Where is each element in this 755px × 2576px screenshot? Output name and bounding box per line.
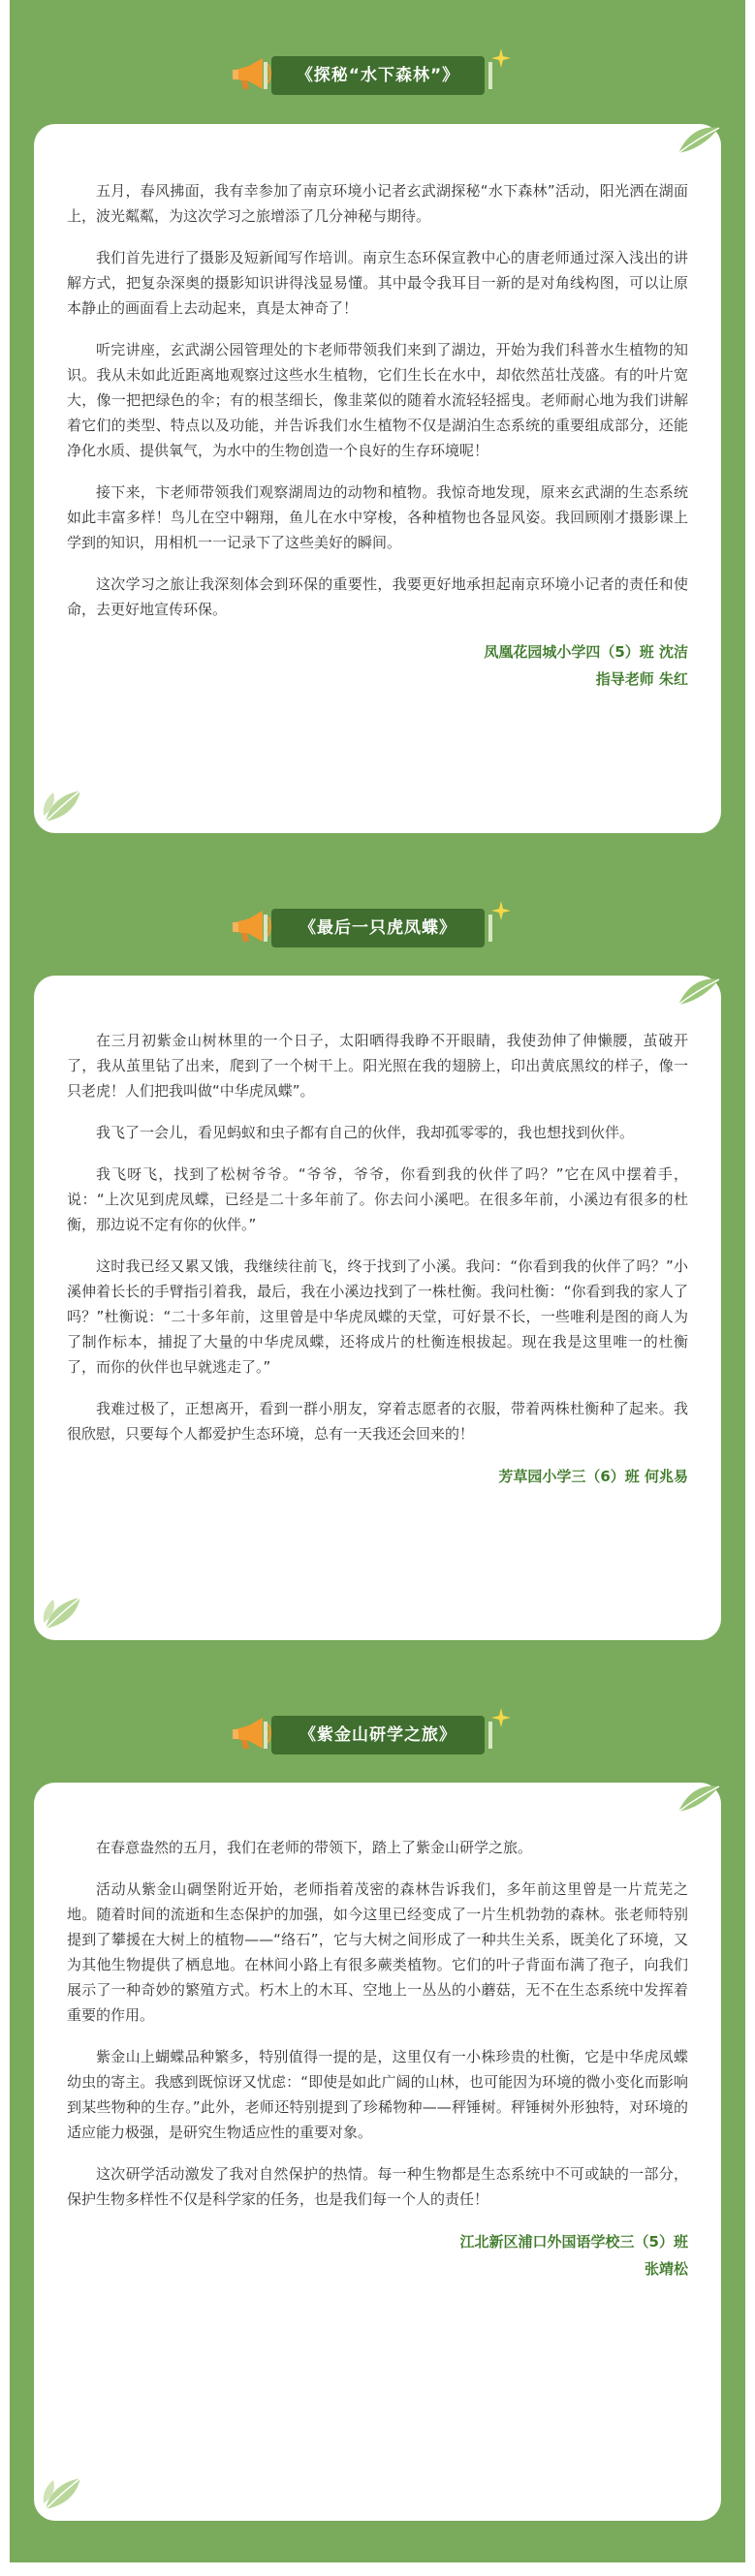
- author-line: 芳草园小学三（6）班 何兆易: [498, 1468, 688, 1485]
- article-3-header: [10, 1716, 745, 1774]
- paragraph: 这次学习之旅让我深刻体会到环保的重要性，我要更好地承担起南京环境小记者的责任和使命，去更好地宣传环保。: [67, 575, 688, 618]
- leaf-icon: [42, 787, 90, 825]
- paragraph: 接下来，卞老师带领我们观察湖周边的动物和植物。我惊奇地发现，原来玄武湖的生态系统如此丰富多样！鸟儿在空中翱翔，鱼儿在水中穿梭，各种植物也各显风姿。我回顾刚才摄影课上学到的知识，用相机一一记录下了这些美好的瞬间。: [67, 483, 688, 551]
- paragraph: 我飞呀飞，找到了松树爷爷。“爷爷，爷爷，你看到我的伙伴了吗？”它在风中摆着手，说：“上次见到虎凤蝶，已经是二十多年前了。你去问小溪吧。在很多年前，小溪边有很多的杜衡，那边说不定有你的伙伴。”: [67, 1165, 688, 1233]
- article-title: 《紫金山研学之旅》: [271, 1716, 485, 1754]
- article-title: 《探秘“水下森林”》: [271, 56, 485, 95]
- article-card: [34, 124, 721, 833]
- leaf-icon: [673, 976, 721, 1014]
- paragraph: 我难过极了，正想离开，看到一群小朋友，穿着志愿者的衣服，带着两株杜衡种了起来。我很欣慰，只要每个人都爱护生态环境，总有一天我还会回来的！: [67, 1400, 688, 1443]
- paragraph: 这时我已经又累又饿，我继续往前飞，终于找到了小溪。我问：“你看到我的伙伴了吗？”小溪伸着长长的手臂指引着我，最后，我在小溪边找到了一株杜衡。我问杜衡：“你看到我的家人了吗？”杜衡说：“二十多年前，这里曾是中华虎凤蝶的天堂，可好景不长，一些唯利是图的商人为了制作标本，捕捉了大量的中华虎凤蝶，还将成片的杜衡连根拔起。现在我是这里唯一的杜衡了，而你的伙伴也早就逃走了。”: [67, 1257, 688, 1376]
- leaf-icon: [42, 1594, 90, 1632]
- sparkle-icon: [491, 901, 511, 920]
- paragraph: 五月，春风拂面，我有幸参加了南京环境小记者玄武湖探秘“水下森林”活动，阳光洒在湖面上，波光粼粼，为这次学习之旅增添了几分神秘与期待。: [67, 182, 688, 225]
- paragraph: 紫金山上蝴蝶品种繁多，特别值得一提的是，这里仅有一小株珍贵的杜衡，它是中华虎凤蝶幼虫的寄主。我感到既惊讶又忧虑：“即使是如此广阔的山林，也可能因为环境的微小变化而影响到某些物种的生存。”此外，老师还特别提到了珍稀物种——秤锤树。秤锤树外形独特，对环境的适应能力极强，是研究生物适应性的重要对象。: [67, 2048, 688, 2141]
- article-2-header: [10, 909, 745, 967]
- paragraph: 我飞了一会儿，看见蚂蚁和虫子都有自己的伙伴，我却孤零零的，我也想找到伙伴。: [96, 1124, 635, 1141]
- leaf-icon: [673, 124, 721, 163]
- article-card: [34, 976, 721, 1640]
- author-line: 江北新区浦口外国语学校三（5）班: [459, 2233, 688, 2250]
- paragraph: 在春意盎然的五月，我们在老师的带领下，踏上了紫金山研学之旅。: [96, 1839, 533, 1856]
- sparkle-icon: [491, 48, 511, 68]
- paragraph: 在三月初紫金山树林里的一个日子，太阳晒得我睁不开眼睛，我使劲伸了伸懒腰，茧破开了，我从茧里钻了出来，爬到了一个树干上。阳光照在我的翅膀上，印出黄底黑纹的样子，像一只老虎！人们把我叫做“中华虎凤蝶”。: [67, 1032, 688, 1100]
- paragraph: 我们首先进行了摄影及短新闻写作培训。南京生态环保宣教中心的唐老师通过深入浅出的讲解方式，把复杂深奥的摄影知识讲得浅显易懂。其中最令我耳目一新的是对角线构图，可以让原本静止的画面看上去动起来，真是太神奇了！: [67, 249, 688, 317]
- teacher-line: 指导老师 朱红: [595, 670, 688, 688]
- author-line: 凤凰花园城小学四（5）班 沈洁: [484, 643, 688, 661]
- leaf-icon: [42, 2474, 90, 2513]
- paragraph: 这次研学活动激发了我对自然保护的热情。每一种生物都是生态系统中不可或缺的一部分，保护生物多样性不仅是科学家的任务，也是我们每一个人的责任！: [67, 2165, 688, 2208]
- author-name: 张靖松: [644, 2260, 688, 2278]
- page: [10, 0, 745, 2562]
- paragraph: 听完讲座，玄武湖公园管理处的卞老师带领我们来到了湖边，开始为我们科普水生植物的知识。我从未如此近距离地观察过这些水生植物，它们生长在水中，却依然茁壮茂盛。有的叶片宽大，像一把把绿色的伞；有的根茎细长，像韭菜似的随着水流轻轻摇曳。老师耐心地为我们讲解着它们的类型、特点以及功能，并告诉我们水生植物不仅是湖泊生态系统的重要组成部分，还能净化水质、提供氧气，为水中的生物创造一个良好的生存环境呢！: [67, 341, 688, 459]
- article-1-header: [10, 56, 745, 114]
- article-title: 《最后一只虎凤蝶》: [271, 909, 485, 947]
- leaf-icon: [673, 1783, 721, 1821]
- paragraph: 活动从紫金山碉堡附近开始，老师指着茂密的森林告诉我们，多年前这里曾是一片荒芜之地。随着时间的流逝和生态保护的加强，如今这里已经变成了一片生机勃勃的森林。张老师特别提到了攀援在大树上的植物——“络石”，它与大树之间形成了一种共生关系，既美化了环境，又为其他生物提供了栖息地。在林间小路上有很多蕨类植物。它们的叶子背面布满了孢子，向我们展示了一种奇妙的繁殖方式。朽木上的木耳、空地上一丛丛的小蘑菇，无不在生态系统中发挥着重要的作用。: [67, 1880, 688, 2024]
- article-card: [34, 1783, 721, 2521]
- sparkle-icon: [491, 1708, 511, 1727]
